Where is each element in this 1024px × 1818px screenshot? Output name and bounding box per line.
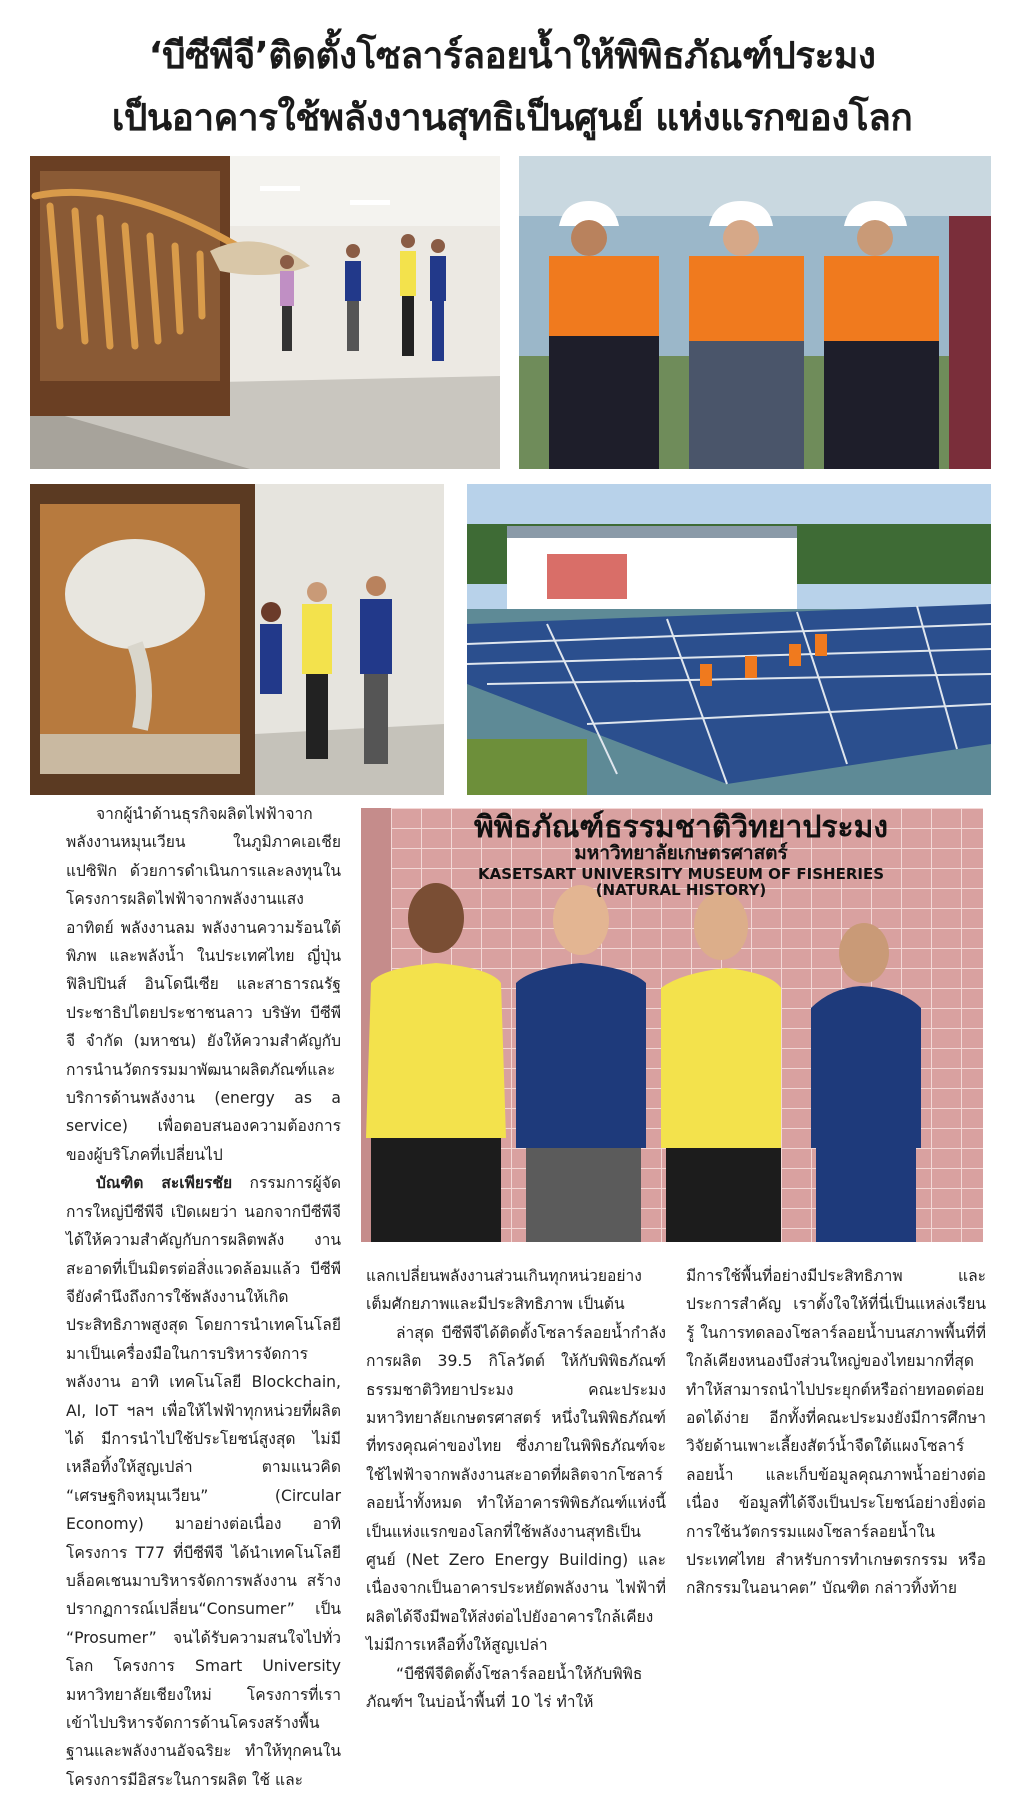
- article-column-2: [366, 1262, 666, 1717]
- photo-specimen-cabinet: [30, 484, 444, 795]
- photo-floating-solar: [467, 484, 991, 795]
- photo-group-life-vests: [519, 156, 991, 469]
- photo-executives-museum-sign: [361, 808, 983, 1242]
- headline-line-2: เป็นอาคารใช้พลังงานสุทธิเป็นศูนย์ แห่งแรกของโลก: [111, 96, 913, 139]
- article-paragraph: แลกเปลี่ยนพลังงานส่วนเกินทุกหน่วยอย่างเต็มศักยภาพและมีประสิทธิภาพ เป็นต้น: [366, 1267, 642, 1314]
- article-column-3: [686, 1262, 986, 1603]
- article-paragraph: มีการใช้พื้นที่อย่างมีประสิทธิภาพ และประการสำคัญ เราตั้งใจให้ที่นี่เป็นแหล่งเรียนรู้ ในการทดลองโซลาร์ลอยน้ำบนสภาพพื้นที่ที่ใกล้เคียงหนองบึงส่วนใหญ่ของไทยมากที่สุด ทำให้สามารถนำไปประยุกต์หรือถ่ายทอดต่อยอดได้ง่าย อีกทั้งที่คณะประมงยังมีการศึกษาวิจัยด้านเพาะเลี้ยงสัตว์น้ำจืดใต้แผงโซลาร์ลอยน้ำ และเก็บข้อมูลคุณภาพน้ำอย่างต่อเนื่อง ข้อมูลที่ได้จึงเป็นประโยชน์อย่างยิ่งต่อการใช้นวัตกรรมแผงโซลาร์ลอยน้ำในประเทศไทย สำหรับการทำเกษตรกรรม หรือกสิกรรมในอนาคต” บัณฑิต กล่าวทิ้งท้าย: [686, 1267, 986, 1598]
- article-paragraph: ล่าสุด บีซีพีจีได้ติดตั้งโซลาร์ลอยน้ำกำลังการผลิต 39.5 กิโลวัตต์ ให้กับพิพิธภัณฑ์ธรรมชาติวิทยาประมง คณะประมง มหาวิทยาลัยเกษตรศาสตร์ หนึ่งในพิพิธภัณฑ์ที่ทรงคุณค่าของไทย ซึ่งภายในพิพิธภัณฑ์จะใช้ไฟฟ้าจากพลังงานสะอาดที่ผลิตจากโซลาร์ลอยน้ำทั้งหมด ทำให้อาคารพิพิธภัณฑ์แห่งนี้ เป็นแห่งแรกของโลกที่ใช้พลังงานสุทธิเป็นศูนย์ (Net Zero Energy Building) และเนื่องจากเป็นอาคารประหยัดพลังงาน ไฟฟ้าที่ผลิตได้จึงมีพอให้ส่งต่อไปยังอาคารใกล้เคียง ไม่มีการเหลือทิ้งให้สูญเปล่า: [366, 1323, 666, 1655]
- article-paragraph: [66, 1169, 341, 1794]
- museum-sign: [466, 812, 896, 899]
- article-paragraph: จากผู้นำด้านธุรกิจผลิตไฟฟ้าจากพลังงานหมุนเวียน ในภูมิภาคเอเชียแปซิฟิก ด้วยการดำเนินการและลงทุนในโครงการผลิตไฟฟ้าจากพลังงานแสงอาทิตย์ พลังงานลม พลังงานความร้อนใต้พิภพ และพลังน้ำ ในประเทศไทย ญี่ปุ่น ฟิลิปปินส์ อินโดนีเซีย และสาธารณรัฐประชาธิปไตยประชาชนลาว บริษัท บีซีพีจี จำกัด (มหาชน) ยังให้ความสำคัญกับการนำนวัตกรรมมาพัฒนาผลิตภัณฑ์และบริการด้านพลังงาน (energy as a service) เพื่อตอบสนองความต้องการของผู้บริโภคที่เปลี่ยนไป: [66, 805, 341, 1164]
- article-quote-paragraph: “บีซีพีจีติดตั้งโซลาร์ลอยน้ำให้กับพิพิธภัณฑ์ฯ ในบ่อน้ำพื้นที่ 10 ไร่ ทำให้: [366, 1664, 643, 1712]
- photo-whale-skeleton-hall: [30, 156, 500, 469]
- museum-sign-thai-title: พิพิธภัณฑ์ธรรมชาติวิทยาประมง: [473, 810, 889, 845]
- article-text: กรรมการผู้จัดการใหญ่บีซีพีจี เปิดเผยว่า นอกจากบีซีพีจีได้ให้ความสำคัญกับการผลิตพลัง งานสะอาดที่เป็นมิตรต่อสิ่งแวดล้อมแล้ว บีซีพีจียังคำนึงถึงการใช้พลังงานให้เกิดประสิทธิภาพสูงสุด โดยการนำเทคโนโลยีมาเป็นเครื่องมือในการบริหารจัดการพลังงาน อาทิ เทคโนโลยี Blockchain, AI, IoT ฯลฯ เพื่อให้ไฟฟ้าทุกหน่วยที่ผลิตได้ มีการนำไปใช้ประโยชน์สูงสุด ไม่มีเหลือทิ้งให้สูญเปล่า ตามแนวคิด “เศรษฐกิจหมุนเวียน” (Circular Economy) มาอย่างต่อเนื่อง อาทิ โครงการ T77 ที่บีซีพีจี ได้นำเทคโนโลยีบล็อคเชนมาบริหารจัดการพลังงาน สร้างปรากฏการณ์เปลี่ยน“Consumer” เป็น “Prosumer” จนได้รับความสนใจไปทั่วโลก โครงการ Smart University มหาวิทยาลัยเชียงใหม่ โครงการที่เราเข้าไปบริหารจัดการด้านโครงสร้างพื้นฐานและพลังงานอัจฉริยะ ทำให้ทุกคนในโครงการมีอิสระในการผลิต ใช้ และ: [66, 1174, 341, 1789]
- museum-sign-english-subtitle: (NATURAL HISTORY): [595, 881, 767, 900]
- executive-name: บัณฑิต สะเพียรชัย: [96, 1174, 233, 1193]
- museum-sign-english-title: KASETSART UNIVERSITY MUSEUM OF FISHERIES: [478, 865, 884, 884]
- headline-line-1: ‘บีซีพีจี’ติดตั้งโซลาร์ลอยน้ำให้พิพิธภัณฑ์ประมง: [148, 34, 876, 77]
- article-column-1: [66, 800, 341, 1794]
- museum-sign-thai-subtitle: มหาวิทยาลัยเกษตรศาสตร์: [574, 841, 788, 864]
